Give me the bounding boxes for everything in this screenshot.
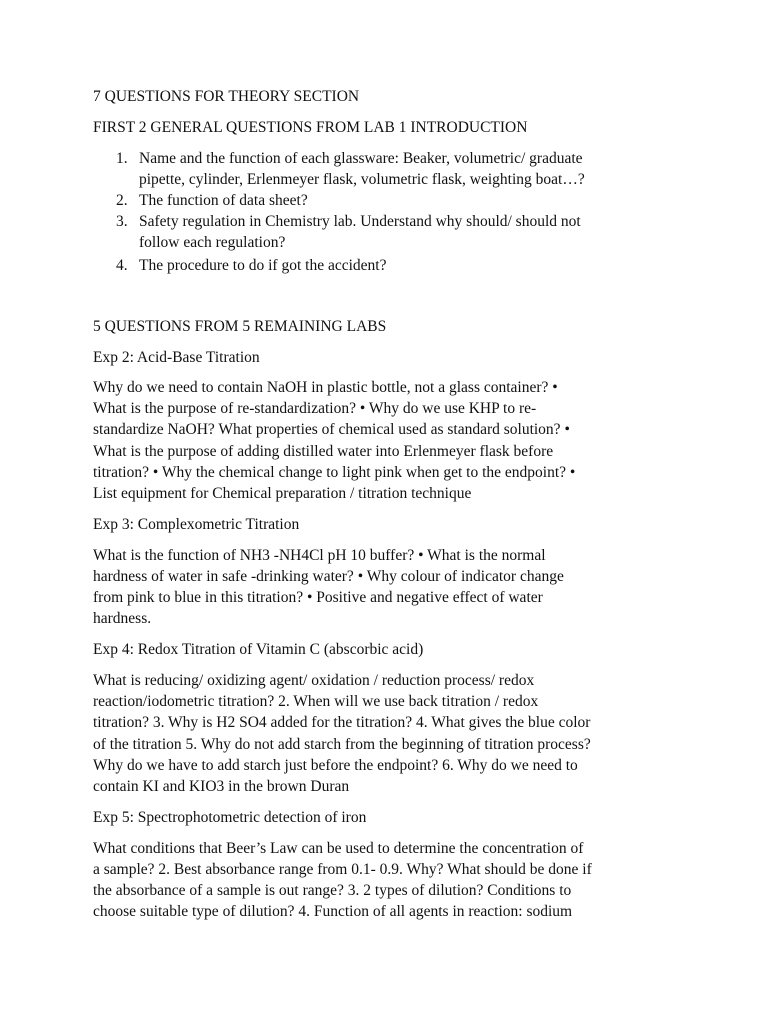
paragraph-line: titration? • Why the chemical change to light pink when get to the endpoint? •	[93, 464, 576, 481]
experiment-heading: Exp 2: Acid-Base Titration	[93, 349, 260, 366]
remaining-labs-title: 5 QUESTIONS FROM 5 REMAINING LABS	[93, 318, 387, 335]
paragraph-line: the absorbance of a sample is out range? 3. 2 types of dilution? Conditions to	[93, 882, 572, 899]
experiment-heading: Exp 3: Complexometric Titration	[93, 516, 300, 533]
list-item-text: The function of data sheet?	[139, 192, 308, 209]
paragraph-line: titration? 3. Why is H2 SO4 added for the titration? 4. What gives the blue color	[93, 714, 591, 731]
paragraph-line: standardize NaOH? What properties of chemical used as standard solution? •	[93, 421, 570, 438]
list-item-text: follow each regulation?	[139, 234, 286, 251]
list-item-text: Safety regulation in Chemistry lab. Understand why should/ should not	[139, 213, 581, 230]
experiment-heading: Exp 4: Redox Titration of Vitamin C (abscorbic acid)	[93, 641, 424, 658]
paragraph-line: a sample? 2. Best absorbance range from 0.1- 0.9. Why? What should be done if	[93, 861, 592, 878]
paragraph-line: What conditions that Beer’s Law can be used to determine the concentration of	[93, 840, 584, 857]
list-item-text: pipette, cylinder, Erlenmeyer flask, volumetric flask, weighting boat…?	[139, 171, 585, 188]
paragraph-line: choose suitable type of dilution? 4. Function of all agents in reaction: sodium	[93, 903, 573, 920]
list-item-number: 2.	[116, 192, 128, 209]
paragraph-line: Why do we need to contain NaOH in plastic bottle, not a glass container? •	[93, 379, 558, 396]
paragraph-line: Why do we have to add starch just before the endpoint? 6. Why do we need to	[93, 757, 578, 774]
paragraph-line: hardness of water in safe -drinking water? • Why colour of indicator change	[93, 568, 564, 585]
paragraph-line: List equipment for Chemical preparation / titration technique	[93, 485, 472, 502]
paragraph-line: What is the function of NH3 -NH4Cl pH 10 buffer? • What is the normal	[93, 547, 546, 564]
paragraph-line: of the titration 5. Why do not add starch from the beginning of titration process?	[93, 736, 591, 753]
experiment-heading: Exp 5: Spectrophotometric detection of iron	[93, 809, 367, 826]
theory-section-title: 7 QUESTIONS FOR THEORY SECTION	[93, 88, 360, 105]
lab1-subtitle: FIRST 2 GENERAL QUESTIONS FROM LAB 1 INTRODUCTION	[93, 119, 528, 136]
list-item-number: 3.	[116, 213, 128, 230]
paragraph-line: What is the purpose of adding distilled water into Erlenmeyer flask before	[93, 443, 554, 460]
paragraph-line: from pink to blue in this titration? • Positive and negative effect of water	[93, 589, 543, 606]
paragraph-line: What is reducing/ oxidizing agent/ oxidation / reduction process/ redox	[93, 672, 535, 689]
paragraph-line: contain KI and KIO3 in the brown Duran	[93, 778, 350, 795]
list-item-number: 4.	[116, 257, 128, 274]
paragraph-line: What is the purpose of re-standardization? • Why do we use KHP to re-	[93, 400, 537, 417]
paragraph-line: reaction/iodometric titration? 2. When will we use back titration / redox	[93, 693, 539, 710]
list-item-text: Name and the function of each glassware: Beaker, volumetric/ graduate	[139, 150, 583, 167]
list-item-number: 1.	[116, 150, 128, 167]
paragraph-line: hardness.	[93, 610, 152, 627]
list-item-text: The procedure to do if got the accident?	[139, 257, 387, 274]
